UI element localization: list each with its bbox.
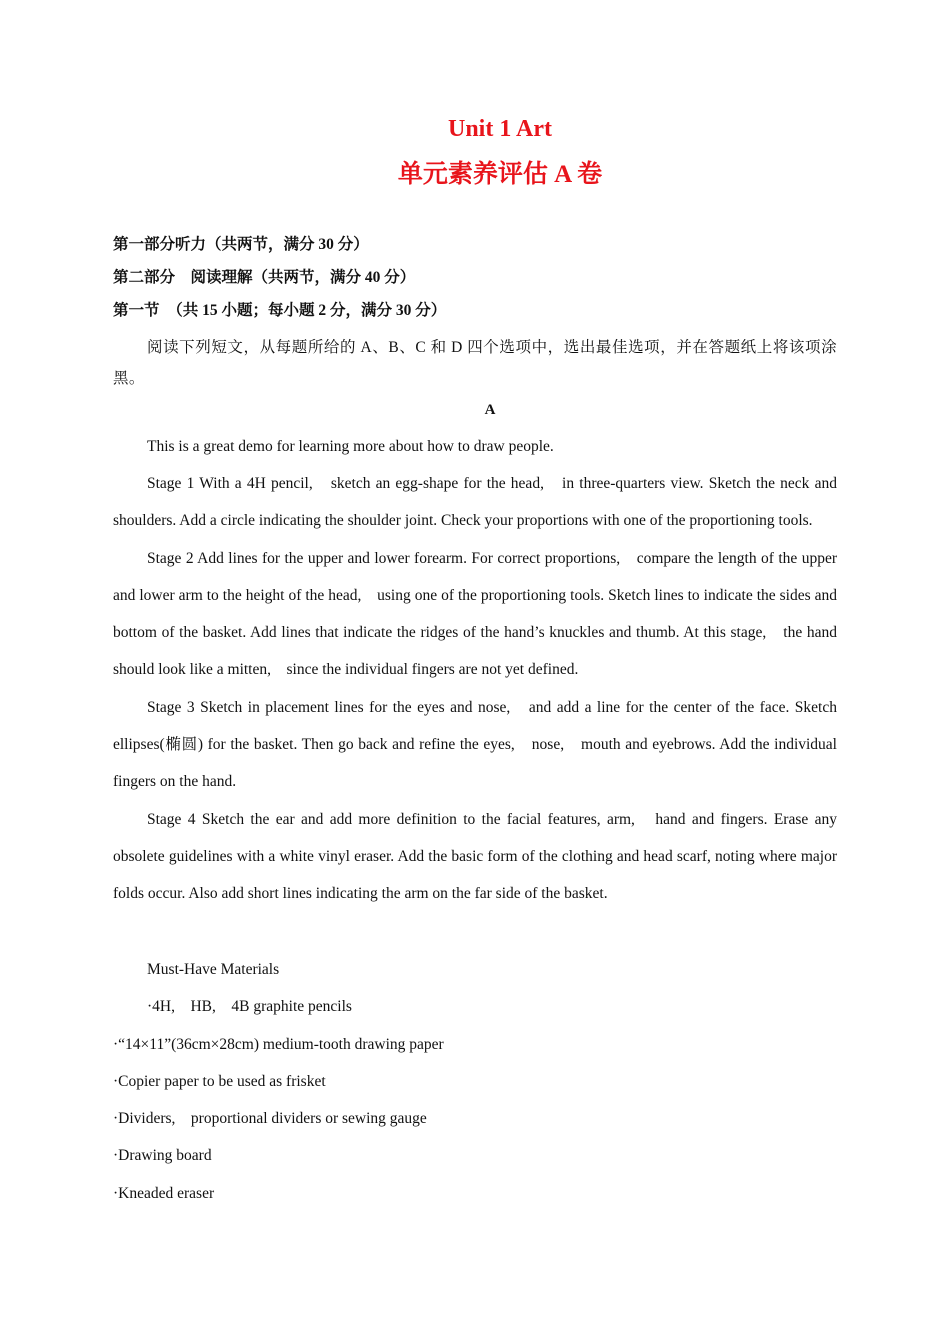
material-item: ·Kneaded eraser: [113, 1184, 215, 1202]
intro-paragraph: This is a great demo for learning more about how to draw people.: [147, 438, 554, 455]
materials-title: Must-Have Materials: [147, 961, 280, 978]
section-one-heading-text: 第一节 （共 15 小题；每小题 2 分，满分 30 分）: [113, 302, 447, 319]
stage-paragraph: Stage 4 Sketch the ear and add more definition to the facial features, arm, hand and fingers. Erase any obsolete guidelines with a white vinyl eraser. Add the basic form of the clothing and head scarf, noting where major folds occur. Also add short lines indicating the arm on the far side of the basket.: [113, 810, 837, 903]
stage-paragraph: Stage 3 Sketch in placement lines for the eyes and nose, and add a line for the center of the face. Sketch ellipses(椭圆) for the basket. Then go back and refine the eyes, nose, mouth and eyebrows. Add the individual fingers on the hand.: [113, 698, 837, 791]
part-two-heading: [113, 267, 415, 289]
materials-list: [113, 951, 837, 1212]
material-item: ·4H, HB, 4B graphite pencils: [147, 998, 352, 1016]
reading-instruction: 阅读下列短文，从每题所给的 A、B、C 和 D 四个选项中，选出最佳选项，并在答题纸上将该项涂黑。: [113, 339, 837, 387]
part-two-heading-text: 第二部分 阅读理解（共两节，满分 40 分）: [113, 269, 416, 286]
part-one-heading: [113, 234, 369, 256]
part-one-heading-text: 第一部分听力（共两节，满分 30 分）: [113, 236, 369, 253]
material-item: ·Copier paper to be used as frisket: [113, 1072, 326, 1090]
material-item: ·Drawing board: [113, 1147, 212, 1165]
passage-intro: [113, 428, 837, 465]
passage-letter: A: [484, 402, 496, 418]
material-item: ·Dividers, proportional dividers or sewing gauge: [113, 1110, 427, 1128]
section-one-heading: [113, 300, 446, 322]
unit-title: Unit 1 Art: [448, 116, 552, 142]
assessment-title: 单元素养评估 A 卷: [397, 161, 603, 188]
stage-paragraph: Stage 2 Add lines for the upper and lower forearm. For correct proportions, compare the length of the upper and lower arm to the height of the head, using one of the proportioning tools. Sketch lines to indicate the sides and bottom of the basket. Add lines that indicate the ridges of the hand’s knuckles and thumb. At this stage, the hand should look like a mitten, since the individual fingers are not yet defined.: [113, 549, 837, 679]
passage-stages: [113, 465, 837, 913]
material-item: ·“14×11”(36cm×28cm) medium-tooth drawing paper: [113, 1035, 444, 1053]
stage-paragraph: Stage 1 With a 4H pencil, sketch an egg-shape for the head, in three-quarters view. Sketch the neck and shoulders. Add a circle indicating the shoulder joint. Check your proportions with one of the proportioning tools.: [113, 475, 837, 530]
